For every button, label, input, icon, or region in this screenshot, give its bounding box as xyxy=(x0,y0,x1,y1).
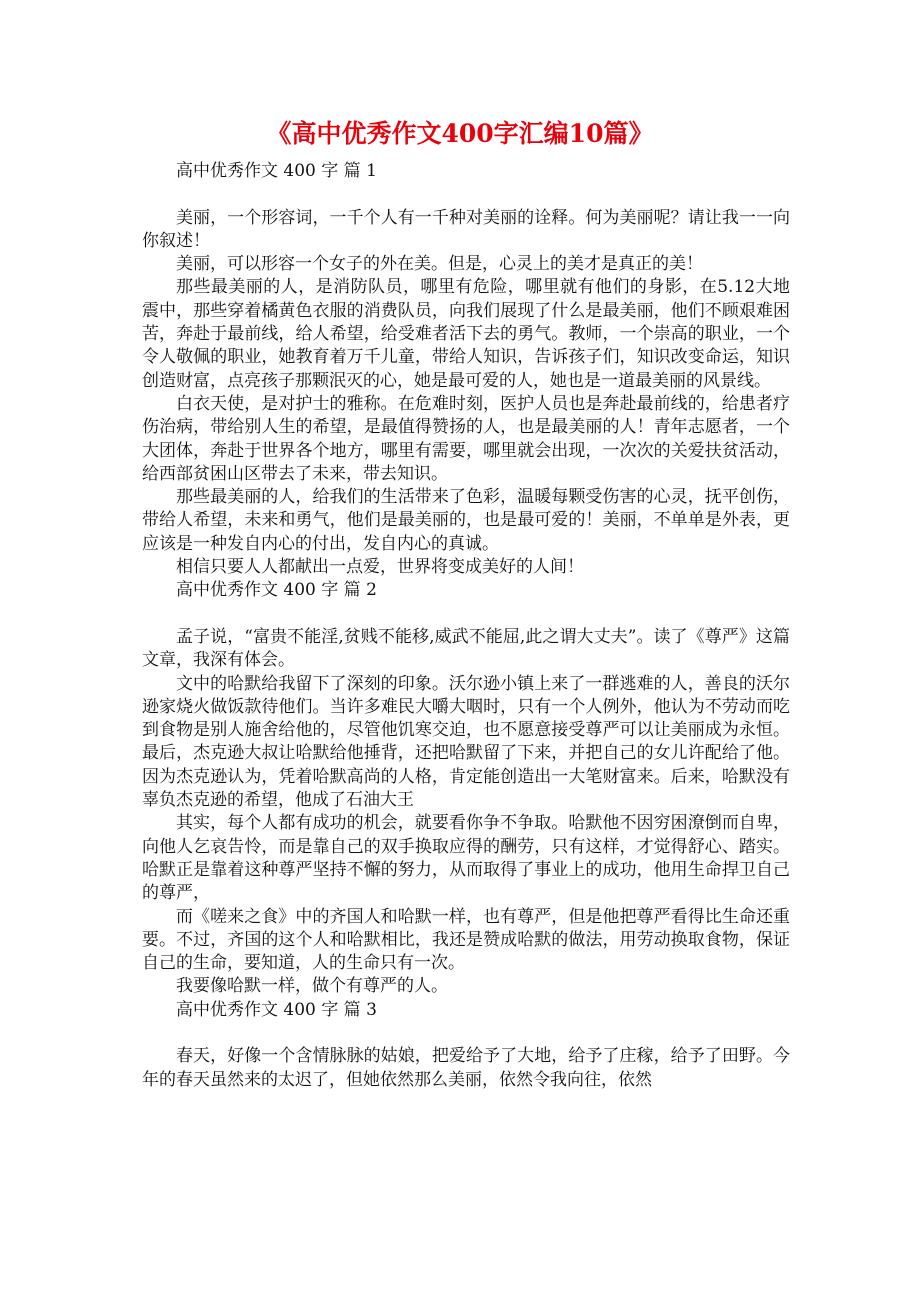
section-heading: 高中优秀作文 400 字 篇 1 xyxy=(176,161,377,181)
paragraph: 文中的哈默给我留下了深刻的印象。沃尔逊小镇上来了一群逃难的人，善良的沃尔逊家烧火做饭款待他们。当许多难民大嚼大咽时，只有一个人例外，他认为不劳动而吃到食物是别人施舍给他的，尽管他饥寒交迫，也不愿意接受尊严可以让美丽成为永恒。最后，杰克逊大叔让哈默给他捶背，还把哈默留了下来，并把自己的女儿许配给了他。因为杰克逊认为，凭着哈默高尚的人格，肯定能创造出一大笔财富来。后来，哈默没有辜负杰克逊的希望，他成了石油大王 xyxy=(142,673,790,811)
paragraph: 那些最美丽的人，给我们的生活带来了色彩，温暖每颗受伤害的心灵，抚平创伤，带给人希望，未来和勇气，他们是最美丽的，也是最可爱的！美丽，不单单是外表，更应该是一种发自内心的付出，发自内心的真诚。 xyxy=(142,487,790,554)
document-title: 《高中优秀作文400字汇编10篇》 xyxy=(266,119,654,148)
paragraph: 春天，好像一个含情脉脉的姑娘，把爱给予了大地，给予了庄稼，给予了田野。今年的春天虽然来的太迟了，但她依然那么美丽，依然令我向往，依然 xyxy=(142,1046,790,1090)
section-heading: 高中优秀作文 400 字 篇 3 xyxy=(176,999,377,1020)
paragraph: 相信只要人人都献出一点爱，世界将变成美好的人间！ xyxy=(176,557,584,578)
section-heading: 高中优秀作文 400 字 篇 2 xyxy=(176,580,377,601)
paragraph: 孟子说，“富贵不能淫,贫贱不能移,威武不能屈,此之谓大丈夫”。读了《尊严》这篇文章，我深有体会。 xyxy=(142,626,790,671)
document-body xyxy=(142,160,790,1092)
paragraph: 而《嗟来之食》中的齐国人和哈默一样，也有尊严，但是他把尊严看得比生命还重要。不过，齐国的这个人和哈默相比，我还是赞成哈默的做法，用劳动换取食物，保证自己的生命，要知道，人的生命只有一次。 xyxy=(142,906,790,974)
paragraph: 那些最美丽的人，是消防队员，哪里有危险，哪里就有他们的身影，在5.12大地震中，那些穿着橘黄色衣服的消费队员，向我们展现了什么是最美丽，他们不顾艰难困苦，奔赴于最前线，给人希望，给受难者活下去的勇气。教师，一个崇高的职业，一个令人敬佩的职业，她教育着万千儿童，带给人知识，告诉孩子们，知识改变命运，知识创造财富，点亮孩子那颗泯灭的心，她是最可爱的人，她也是一道最美丽的风景线。 xyxy=(142,277,790,391)
paragraph: 我要像哈默一样，做个有尊严的人。 xyxy=(176,976,448,997)
paragraph: 其实，每个人都有成功的机会，就要看你争不争取。哈默他不因穷困潦倒而自卑，向他人乞哀告怜，而是靠自己的双手换取应得的酬劳，只有这样，才觉得舒心、踏实。哈默正是靠着这种尊严坚持不懈的努力，从而取得了事业上的成功，他用生命捍卫自己的尊严， xyxy=(142,813,790,904)
paragraph: 美丽，一个形容词，一千个人有一千种对美丽的诠释。何为美丽呢？请让我一一向你叙述！ xyxy=(142,207,790,251)
paragraph: 白衣天使，是对护士的雅称。在危难时刻，医护人员也是奔赴最前线的，给患者疗伤治病，带给别人生的希望，是最值得赞扬的人，也是最美丽的人！青年志愿者，一个大团体，奔赴于世界各个地方，哪里有需要，哪里就会出现，一次次的关爱扶贫活动，给西部贫困山区带去了未来，带去知识。 xyxy=(142,393,790,484)
paragraph: 美丽，可以形容一个女子的外在美。但是，心灵上的美才是真正的美！ xyxy=(176,254,703,275)
